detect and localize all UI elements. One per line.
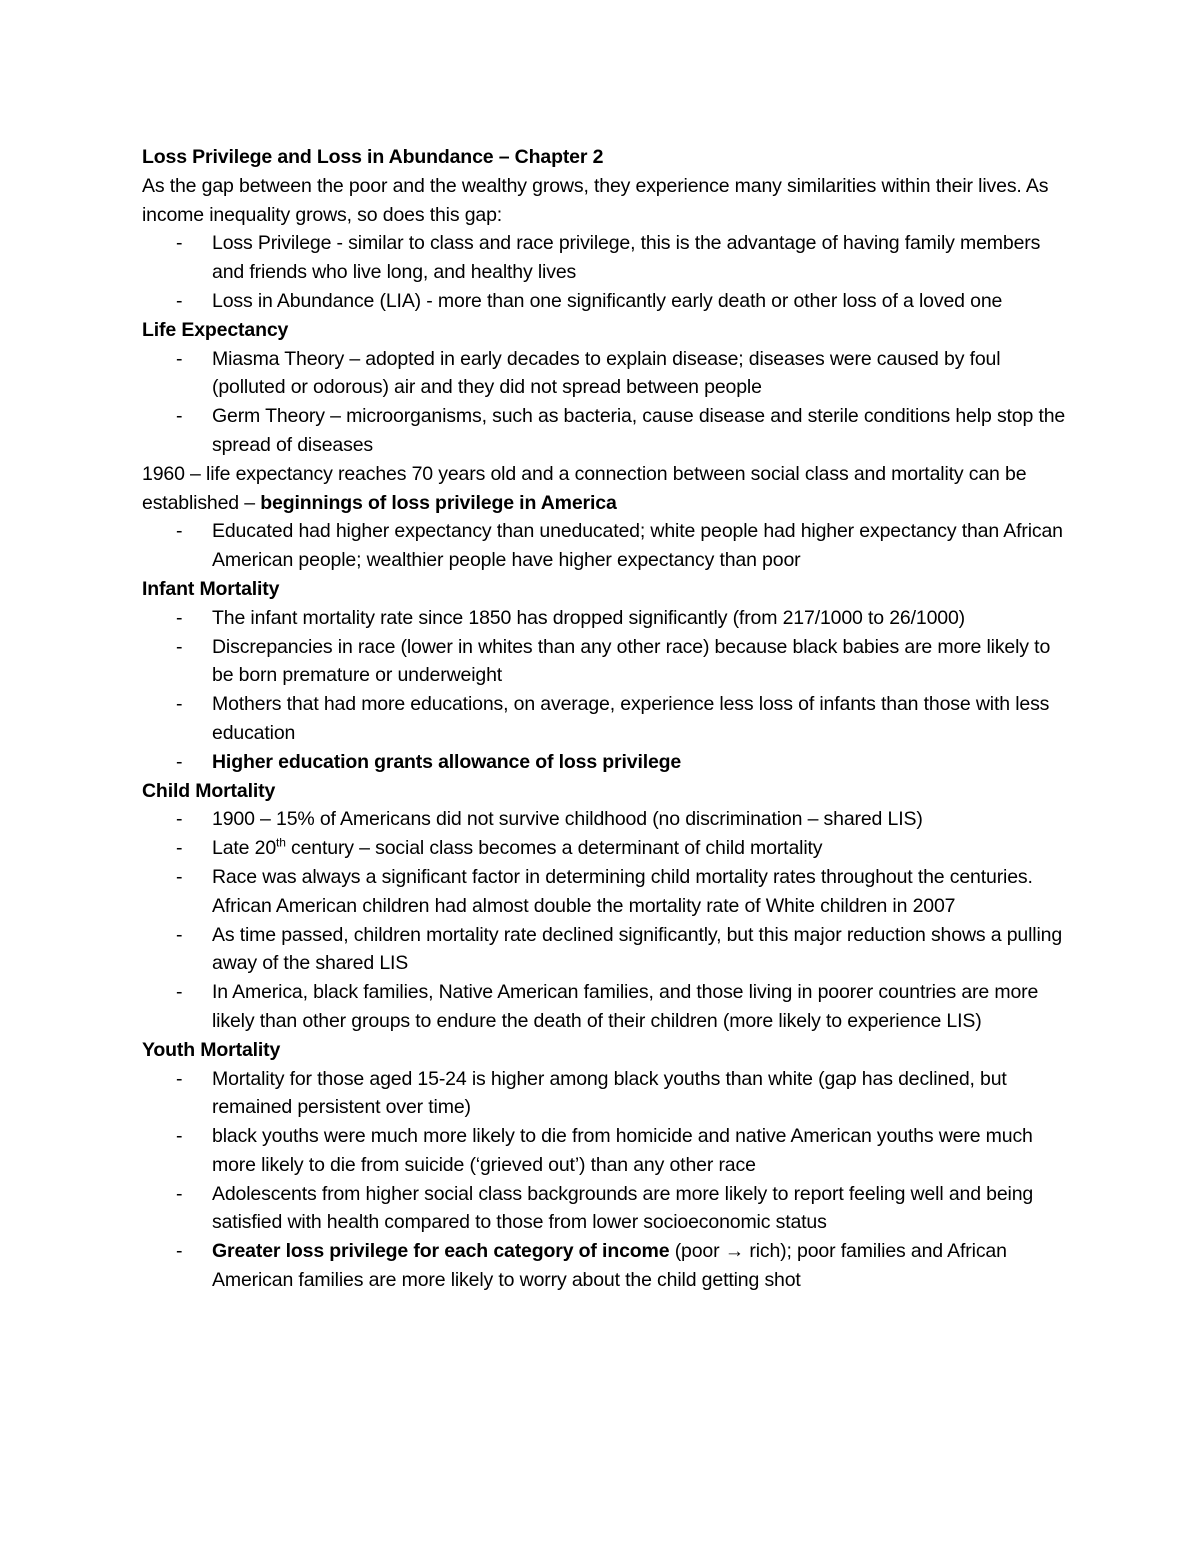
list-item: - Miasma Theory – adopted in early decades to explain disease; diseases were caused by foul (polluted or odorous) air and they did not spread between people — [142, 345, 1067, 403]
youth-mortality-list — [142, 1065, 1067, 1295]
intro-list — [142, 229, 1067, 315]
list-item: - As time passed, children mortality rate declined significantly, but this major reduction shows a pulling away of the shared LIS — [142, 921, 1067, 979]
list-item: - The infant mortality rate since 1850 has dropped significantly (from 217/1000 to 26/1000) — [142, 604, 1067, 633]
list-item: - Adolescents from higher social class backgrounds are more likely to report feeling well and being satisfied with health compared to those from lower socioeconomic status — [142, 1180, 1067, 1238]
list-item-emphasis: Higher education grants allowance of loss privilege — [212, 750, 682, 773]
list-item: - Educated had higher expectancy than uneducated; white people had higher expectancy than African American people; wealthier people have higher expectancy than poor — [142, 517, 1067, 575]
section-heading-youth-mortality: Youth Mortality — [142, 1038, 281, 1061]
document-body — [142, 143, 1067, 1295]
list-item: - Mothers that had more educations, on average, experience less loss of infants than those with less education — [142, 690, 1067, 748]
list-item: - Race was always a significant factor in determining child mortality rates throughout the centuries. African American children had almost double the mortality rate of White children in 2007 — [142, 863, 1067, 921]
list-item-text: Late 20 — [212, 837, 277, 860]
document-title: Loss Privilege and Loss in Abundance – Chapter 2 — [142, 146, 604, 168]
list-item — [142, 834, 1067, 863]
list-item-text: century – social class becomes a determinant of child mortality — [285, 837, 823, 860]
list-item-text: (poor → rich); poor families and African American families are more likely to worry about the child getting shot — [212, 1240, 1007, 1292]
list-item — [142, 1237, 1067, 1295]
list-item-emphasis: Greater loss privilege for each category of income — [212, 1240, 670, 1263]
paragraph-1960 — [142, 460, 1067, 518]
list-item: - Loss in Abundance (LIA) - more than one significantly early death or other loss of a loved one — [142, 287, 1067, 316]
life-expectancy-list-2 — [142, 517, 1067, 575]
superscript: th — [276, 835, 286, 850]
intro-paragraph: As the gap between the poor and the wealthy grows, they experience many similarities within their lives. As income inequality grows, so does this gap: — [142, 174, 1049, 226]
section-heading-infant-mortality: Infant Mortality — [142, 577, 280, 600]
list-item: - Germ Theory – microorganisms, such as bacteria, cause disease and sterile conditions help stop the spread of diseases — [142, 402, 1067, 460]
child-mortality-list — [142, 805, 1067, 1035]
infant-mortality-list — [142, 604, 1067, 777]
life-expectancy-list — [142, 345, 1067, 460]
list-item — [142, 748, 1067, 777]
paragraph-1960-text: 1960 – life expectancy reaches 70 years old and a connection between social class and mortality can be established – — [142, 462, 1027, 514]
list-item: - black youths were much more likely to die from homicide and native American youths were much more likely to die from suicide (‘grieved out’) than any other race — [142, 1122, 1067, 1180]
section-heading-life-expectancy: Life Expectancy — [142, 318, 289, 341]
list-item: - Loss Privilege - similar to class and race privilege, this is the advantage of having family members and friends who live long, and healthy lives — [142, 229, 1067, 287]
list-item: - Mortality for those aged 15-24 is higher among black youths than white (gap has declined, but remained persistent over time) — [142, 1065, 1067, 1123]
list-item: - 1900 – 15% of Americans did not survive childhood (no discrimination – shared LIS) — [142, 805, 1067, 834]
list-item: - In America, black families, Native American families, and those living in poorer countries are more likely than other groups to endure the death of their children (more likely to experience LIS) — [142, 978, 1067, 1036]
list-item: - Discrepancies in race (lower in whites than any other race) because black babies are more likely to be born premature or underweight — [142, 633, 1067, 691]
paragraph-1960-emphasis: beginnings of loss privilege in America — [260, 491, 617, 514]
section-heading-child-mortality: Child Mortality — [142, 779, 276, 802]
